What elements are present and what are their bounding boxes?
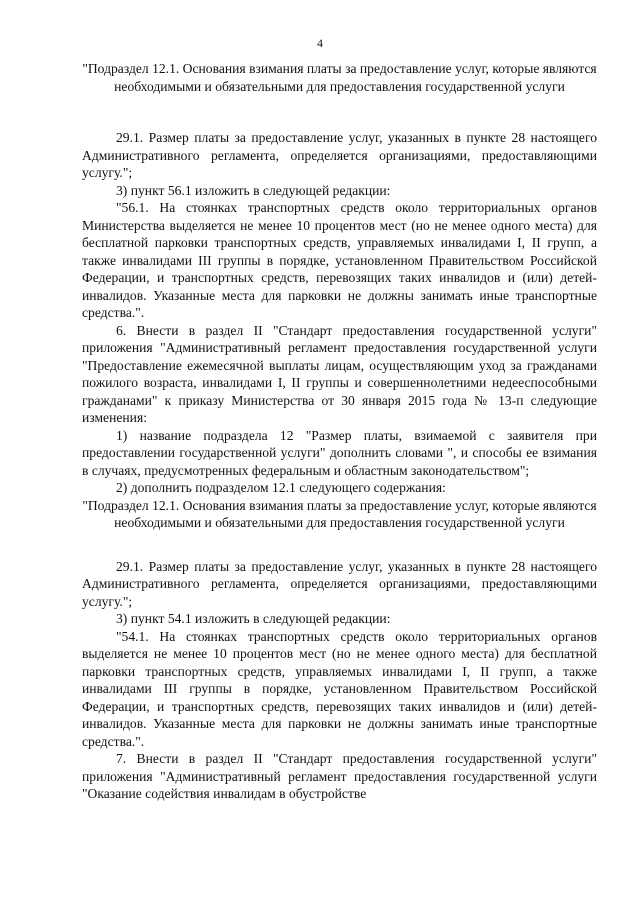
paragraph-item-2: 2) дополнить подразделом 12.1 следующего содержания: (116, 480, 446, 495)
paragraph-item-6: 6. Внести в раздел II "Стандарт предоставления государственной услуги" приложения "Административный регламент предоставления государственной услуги "Предоставление ежемесячной выплаты лицам, осуществляющим уход за гражданами пожилого возраста, инвалидами I, II группы и совершеннолетними недееспособными гражданами" к приказу Министерства от 30 января 2015 года № 13-п следующие изменения: (82, 322, 597, 425)
subsection-heading-2: "Подраздел 12.1. Основания взимания платы за предоставление услуг, которые являются необходимыми и обязательными для предоставления государственной услуги (82, 497, 597, 530)
subsection-heading-1: "Подраздел 12.1. Основания взимания платы за предоставление услуг, которые являются необходимыми и обязательными для предоставления государственной услуги (82, 61, 597, 94)
paragraph-29-1-first: 29.1. Размер платы за предоставление услуг, указанных в пункте 28 настоящего Административного регламента, определяется организациями, предоставляющими услугу."; (82, 130, 597, 180)
paragraph-56-1: "56.1. На стоянках транспортных средств около территориальных органов Министерства выделяется не менее 10 процентов мест (но не менее одного места) для бесплатной парковки транспортных средств, управляемых инвалидами I, II групп, а также инвалидами III группы в порядке, установленном Правительством Российской Федерации, и транспортных средств, перевозящих таких инвалидов и (или) детей-инвалидов. Указанные места для парковки не должны занимать иные транспортные средства.". (82, 200, 597, 320)
paragraph-item-3-first: 3) пункт 56.1 изложить в следующей редакции: (116, 182, 391, 198)
paragraph-item-1: 1) название подраздела 12 "Размер платы, взимаемой с заявителя при предоставлении государственной услуги" дополнить словами ", и способы ее взимания в случаях, предусмотренных федеральным и областным законодательством"; (82, 427, 597, 478)
paragraph-item-7: 7. Внести в раздел II "Стандарт предоставления государственной услуги" приложения "Административный регламент предоставления государственной услуги "Оказание содействия инвалидам в обустройстве (82, 751, 597, 801)
paragraph-29-1-second: 29.1. Размер платы за предоставление услуг, указанных в пункте 28 настоящего Административного регламента, определяется организациями, предоставляющими услугу."; (82, 558, 597, 609)
paragraph-54-1: "54.1. На стоянках транспортных средств около территориальных органов выделяется не менее 10 процентов мест (но не менее одного места) для бесплатной парковки транспортных средств, управляемых инвалидами I, II групп, а также инвалидами III группы в порядке, установленном Правительством Российской Федерации, и транспортных средств, перевозящих таких инвалидов и (или) детей-инвалидов. Указанные места для парковки не должны занимать иные транспортные средства.". (82, 628, 597, 749)
document-body (82, 60, 597, 803)
page-number: 4 (317, 36, 323, 50)
paragraph-item-3-second: 3) пункт 54.1 изложить в следующей редакции: (116, 611, 391, 626)
